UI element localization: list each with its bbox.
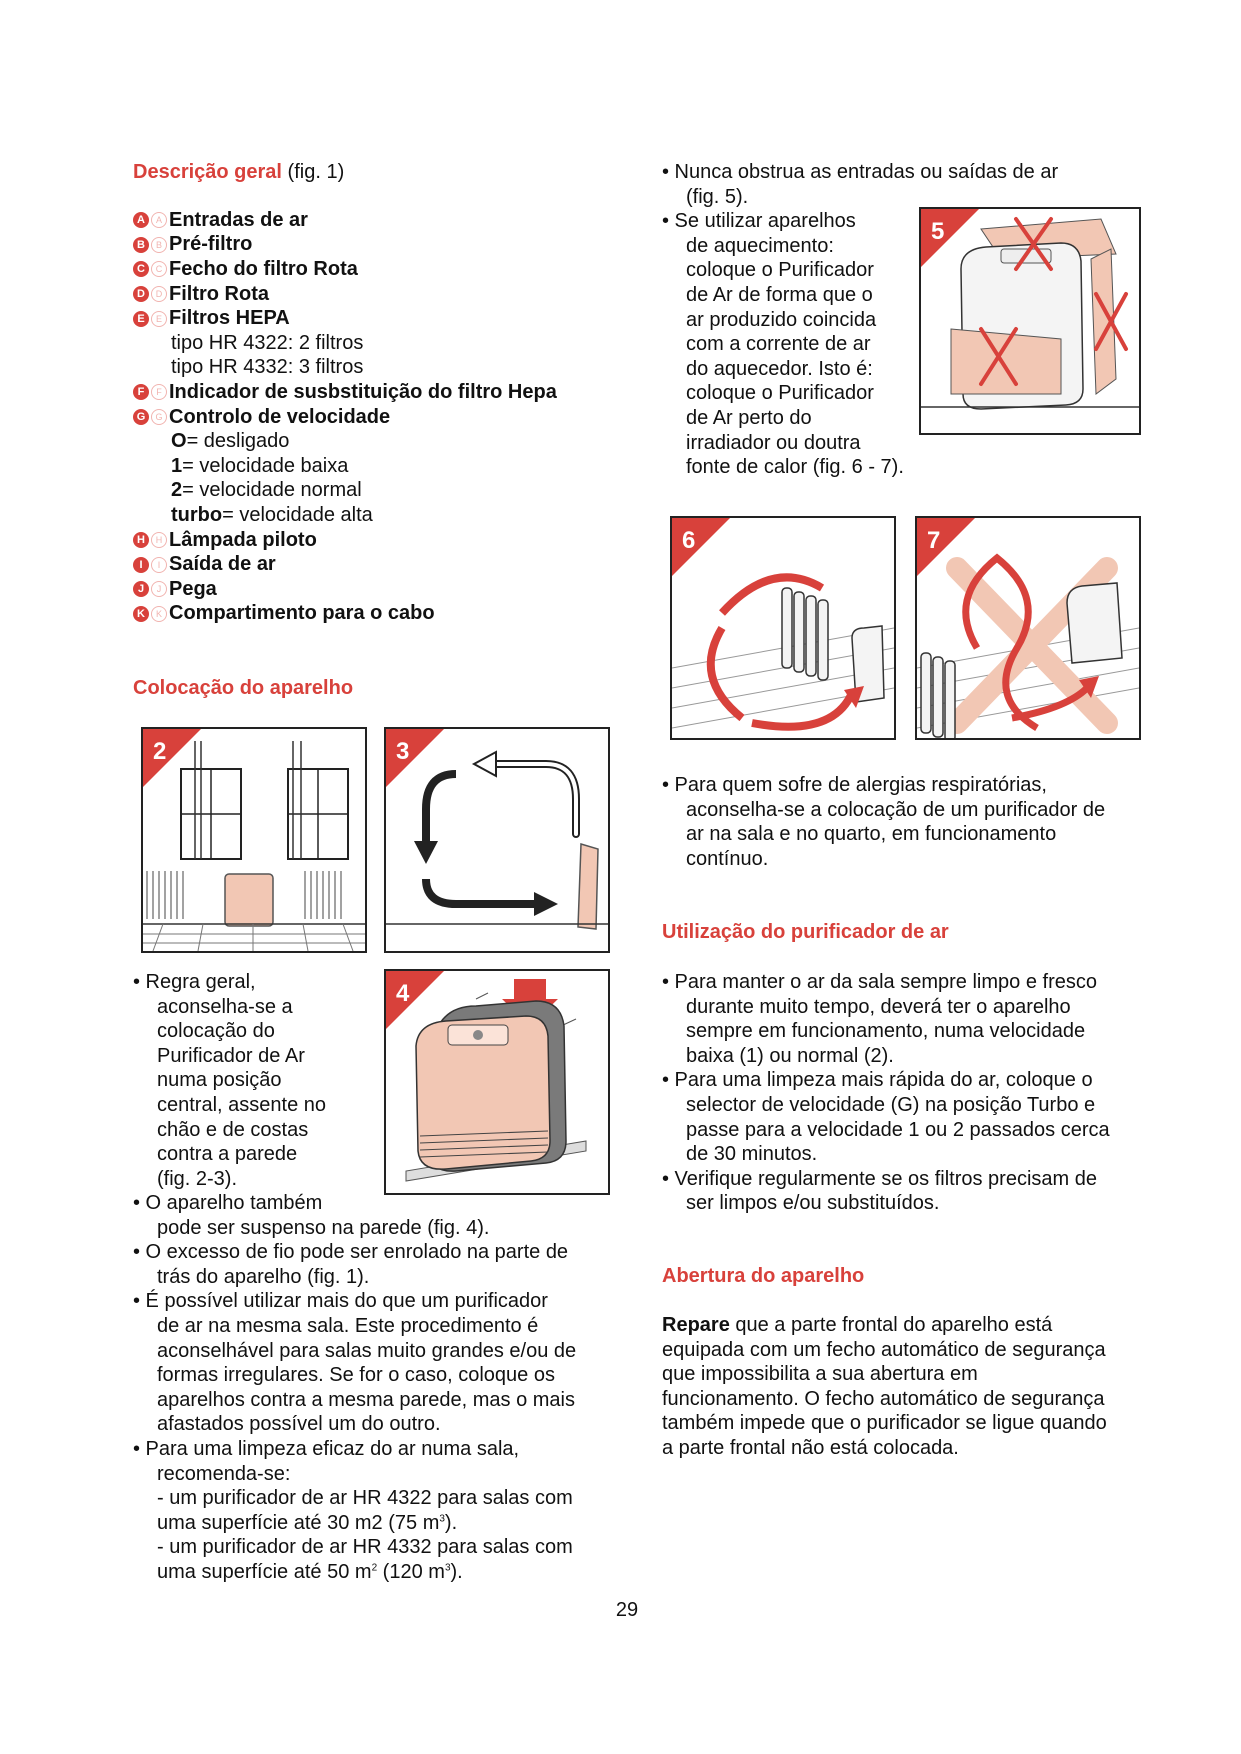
figure-6 xyxy=(670,516,896,740)
speed-item: turbo = velocidade alta xyxy=(171,503,373,526)
badge-outline-icon: K xyxy=(151,606,167,622)
heater-airflow-illustration xyxy=(672,518,894,738)
figure-3 xyxy=(384,727,610,953)
part-item: I I Saída de ar xyxy=(133,552,557,577)
badge-icon: J xyxy=(133,581,149,597)
text-line: pode ser suspenso na parede (fig. 4). xyxy=(157,1216,490,1239)
badge-outline-icon: D xyxy=(151,286,167,302)
hepa-sub-item: tipo HR 4322: 2 filtros xyxy=(171,331,364,354)
badge-icon: K xyxy=(133,606,149,622)
text-line: de aquecimento: xyxy=(686,234,834,257)
text-line: • Para uma limpeza mais rápida do ar, coloque o xyxy=(662,1069,1093,1092)
badge-icon: B xyxy=(133,237,149,253)
badge-outline-icon: H xyxy=(151,532,167,548)
text-line: afastados possível um do outro. xyxy=(157,1413,441,1436)
text-line: de 30 minutos. xyxy=(686,1143,818,1166)
use-heading: Utilização do purificador de ar xyxy=(662,921,949,943)
page-number: 29 xyxy=(615,1599,639,1621)
text-line: numa posição xyxy=(157,1069,282,1092)
description-section xyxy=(133,160,344,185)
figure-7 xyxy=(915,516,1141,740)
open-block xyxy=(662,1313,1107,1461)
figure-number: 6 xyxy=(682,527,696,554)
text-line: ar na sala e no quarto, em funcionamento xyxy=(686,823,1057,846)
badge-outline-icon: G xyxy=(151,409,167,425)
text-line: irradiador ou doutra xyxy=(686,431,861,454)
speed-item: 2 = velocidade normal xyxy=(171,479,362,502)
badge-icon: A xyxy=(133,212,149,228)
badge-icon: H xyxy=(133,532,149,548)
part-item: F F Indicador de susbstituição do filtro Hepa xyxy=(133,380,557,405)
text-line: recomenda-se: xyxy=(157,1462,291,1485)
lower-left-block xyxy=(133,1191,576,1585)
text-line: trás do aparelho (fig. 1). xyxy=(157,1265,370,1288)
figure-4 xyxy=(384,969,610,1195)
hepa-sub-item: tipo HR 4332: 3 filtros xyxy=(171,356,364,379)
allergy-block xyxy=(662,773,1105,871)
text-line: do aquecedor. Isto é: xyxy=(686,357,873,380)
open-heading: Abertura do aparelho xyxy=(662,1265,865,1287)
text-line: contra a parede xyxy=(157,1143,298,1166)
part-item: C C Fecho do filtro Rota xyxy=(133,257,557,282)
figure-number: 3 xyxy=(396,738,410,765)
text-line: com a corrente de ar xyxy=(686,333,871,356)
text-line: coloque o Purificador xyxy=(686,259,874,282)
description-heading: Descrição geral (fig. 1) xyxy=(133,161,345,183)
part-item: K K Compartimento para o cabo xyxy=(133,602,557,627)
figure-2 xyxy=(141,727,367,953)
badge-icon: I xyxy=(133,557,149,573)
badge-icon: E xyxy=(133,311,149,327)
figure-number: 5 xyxy=(931,218,945,245)
text-line: de ar na mesma sala. Este procedimento é xyxy=(157,1314,539,1337)
badge-outline-icon: E xyxy=(151,311,167,327)
text-line: a parte frontal não está colocada. xyxy=(662,1436,959,1459)
part-item: H H Lâmpada piloto xyxy=(133,528,557,553)
text-line: chão e de costas xyxy=(157,1118,309,1141)
part-item: A A Entradas de ar xyxy=(133,208,557,233)
use-block xyxy=(662,970,1110,1216)
badge-icon: F xyxy=(133,384,149,400)
text-line: durante muito tempo, deverá ter o aparelho xyxy=(686,995,1071,1018)
figure-number: 2 xyxy=(153,738,167,765)
text-line: aconselhável para salas muito grandes e/ou de xyxy=(157,1339,577,1362)
text-line: (fig. 2-3). xyxy=(157,1167,238,1190)
text-line: • Regra geral, xyxy=(133,971,256,993)
speed-item: 1 = velocidade baixa xyxy=(171,454,349,477)
text-line: uma superfície até 50 $m^2$ (120 $m^3$). xyxy=(157,1560,463,1583)
text-line: • Para quem sofre de alergias respiratórias, xyxy=(662,774,1047,796)
text-line: Repare que a parte frontal do aparelho está xyxy=(662,1314,1053,1336)
text-line: • É possível utilizar mais do que um purificador xyxy=(133,1290,548,1313)
badge-icon: D xyxy=(133,286,149,302)
text-line: aconselha-se a xyxy=(157,995,293,1018)
text-line: - um purificador de ar HR 4332 para salas com xyxy=(157,1536,573,1559)
text-line: • Para manter o ar da sala sempre limpo e fresco xyxy=(662,971,1097,993)
text-line: aconselha-se a colocação de um purificador de xyxy=(686,798,1106,821)
badge-outline-icon: A xyxy=(151,212,167,228)
badge-outline-icon: F xyxy=(151,384,167,400)
text-line: de Ar perto do xyxy=(686,406,812,429)
badge-outline-icon: B xyxy=(151,237,167,253)
text-line: selector de velocidade (G) na posição Turbo e xyxy=(686,1093,1096,1116)
figure-number: 7 xyxy=(927,527,941,554)
text-line: uma superfície até 30 m2 (75 $m^3$). xyxy=(157,1511,458,1534)
room-illustration xyxy=(143,729,365,951)
badge-outline-icon: C xyxy=(151,261,167,277)
text-line: fonte de calor (fig. 6 - 7). xyxy=(686,456,904,479)
text-line: contínuo. xyxy=(686,847,769,870)
text-line: colocação do xyxy=(157,1020,275,1043)
text-line: ar produzido coincida xyxy=(686,308,877,331)
parts-list xyxy=(133,208,557,626)
badge-icon: C xyxy=(133,261,149,277)
part-item: B B Pré-filtro xyxy=(133,233,557,258)
placement-heading: Colocação do aparelho xyxy=(133,677,354,699)
text-line: Purificador de Ar xyxy=(157,1044,305,1067)
text-line: sempre em funcionamento, numa velocidade xyxy=(686,1020,1086,1043)
text-line: • Se utilizar aparelhos xyxy=(662,210,856,233)
part-item: D D Filtro Rota xyxy=(133,282,557,307)
text-line: • O excesso de fio pode ser enrolado na parte de xyxy=(133,1241,569,1264)
text-line: de Ar de forma que o xyxy=(686,283,873,306)
text-line: coloque o Purificador xyxy=(686,382,874,405)
part-item: E E Filtros HEPA xyxy=(133,306,557,331)
text-line: também impede que o purificador se ligue quando xyxy=(662,1412,1107,1435)
text-line: ser limpos e/ou substituídos. xyxy=(686,1192,940,1215)
text-line: • Nunca obstrua as entradas ou saídas de ar xyxy=(662,161,1059,183)
text-line: central, assente no xyxy=(157,1093,326,1116)
text-line: equipada com um fecho automático de segurança xyxy=(662,1338,1106,1361)
arrows-illustration xyxy=(386,729,608,951)
text-line: formas irregulares. Se for o caso, coloque os xyxy=(157,1364,555,1387)
part-item: J J Pega xyxy=(133,577,557,602)
text-line: que impossibilita a sua abertura em xyxy=(662,1363,978,1386)
badge-outline-icon: J xyxy=(151,581,167,597)
text-line: funcionamento. O fecho automático de segurança xyxy=(662,1387,1105,1410)
text-line: - um purificador de ar HR 4322 para salas com xyxy=(157,1487,573,1510)
blocked-vents-illustration xyxy=(921,209,1139,433)
figure-5 xyxy=(919,207,1141,435)
text-line: aparelhos contra a mesma parede, mas o mais xyxy=(157,1388,575,1411)
text-line: (fig. 5). xyxy=(686,185,749,208)
text-line: • Verifique regularmente se os filtros precisam de xyxy=(662,1167,1097,1190)
regra-block xyxy=(133,970,326,1191)
wall-mount-illustration xyxy=(386,971,608,1193)
speed-item: O = desligado xyxy=(171,430,290,453)
badge-outline-icon: I xyxy=(151,557,167,573)
text-line: passe para a velocidade 1 ou 2 passados cerca xyxy=(686,1118,1110,1141)
part-item: G G Controlo de velocidade xyxy=(133,405,557,430)
text-line: • O aparelho também xyxy=(133,1192,323,1214)
text-line: baixa (1) ou normal (2). xyxy=(686,1044,894,1067)
badge-icon: G xyxy=(133,409,149,425)
wrong-placement-illustration xyxy=(917,518,1139,738)
figure-number: 4 xyxy=(396,980,410,1007)
text-line: • Para uma limpeza eficaz do ar numa sala, xyxy=(133,1437,520,1460)
